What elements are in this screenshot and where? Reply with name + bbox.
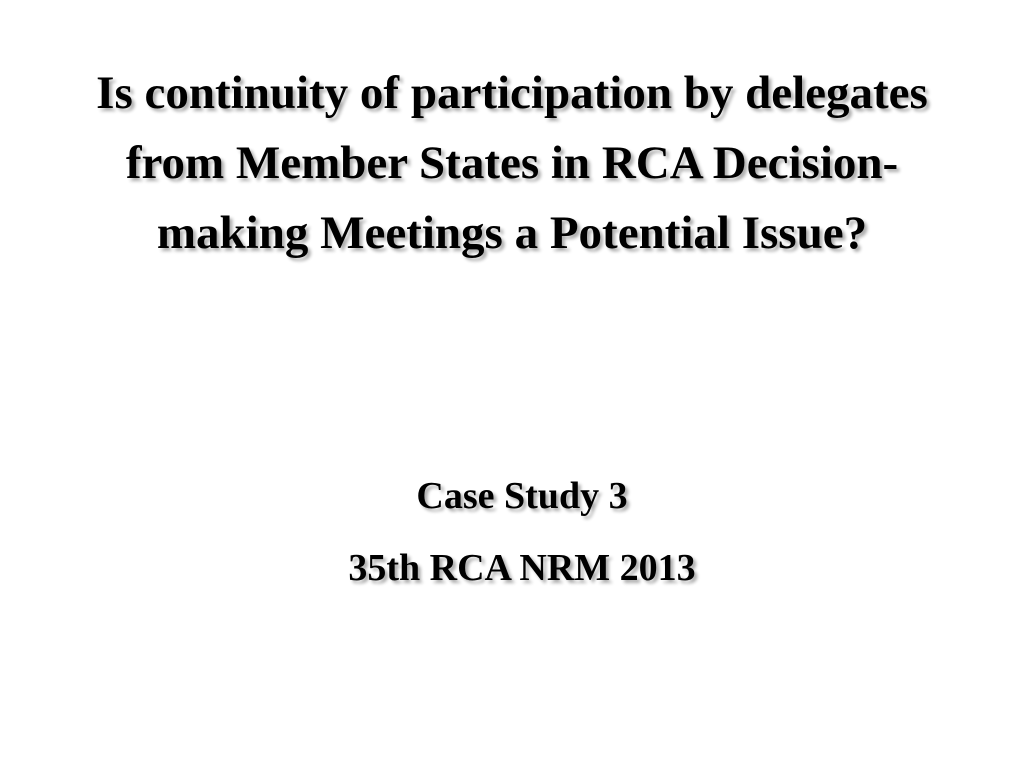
subtitle-case-study: Case Study 3 (416, 475, 628, 517)
slide-title: Is continuity of participation by delegates from Member States in RCA Decision-making Meetings a Potential Issue? (96, 67, 928, 259)
slide-subtitle (120, 460, 924, 604)
subtitle-meeting: 35th RCA NRM 2013 (348, 547, 696, 589)
